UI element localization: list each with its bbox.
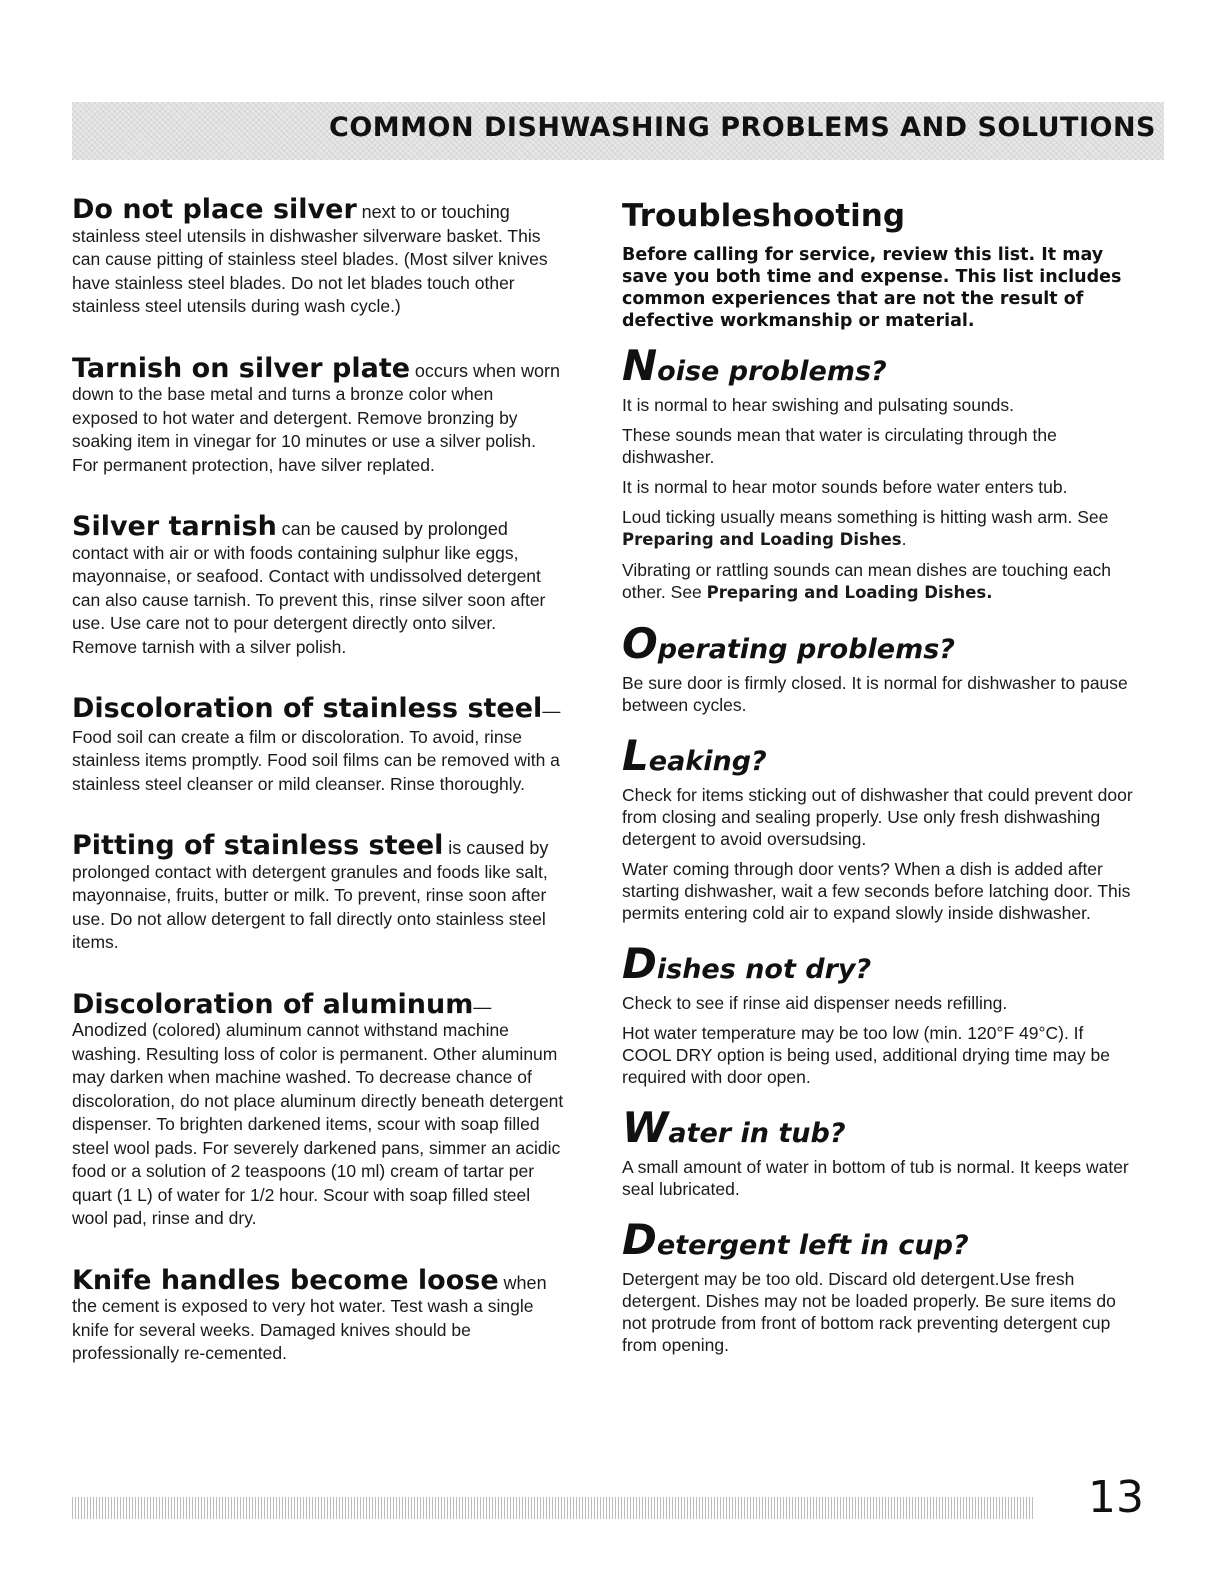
paragraph: It is normal to hear motor sounds before water enters tub. (622, 477, 1068, 497)
topic-text: Food soil can create a film or discoloration. To avoid, rinse stainless items promptly. Food soil films can be removed with a stainless steel cleanser or mild cleanser. Rinse thoroughly. (72, 726, 560, 794)
footer-bar (72, 1497, 1034, 1519)
heading-rest: oise problems? (657, 356, 887, 387)
topic-item (72, 1264, 564, 1366)
topic-heading: Discoloration of aluminum (72, 988, 474, 1020)
section-heading (622, 731, 1134, 780)
topic-lead: when the (72, 1272, 547, 1316)
topic-item (72, 352, 564, 478)
section-detergent-left (622, 1215, 1134, 1356)
heading-rest: perating problems? (657, 634, 955, 665)
heading-initial: W (622, 1103, 669, 1152)
topic-text: contact with air or with foods containing sulphur like eggs, mayonnaise, or seafood. Contact with undissolved detergent can also cause tarnish. To prevent this, rinse silver soon after use. Use care not to pour detergent directly onto silver. Remove tarnish with a silver polish. (72, 542, 546, 657)
section-operating (622, 619, 1134, 716)
section-heading (622, 1103, 1134, 1152)
paragraph-text: Loud ticking usually means something is hitting wash arm. See (622, 507, 1109, 527)
paragraph (622, 559, 1134, 604)
paragraph: Check to see if rinse aid dispenser needs refilling. (622, 993, 1008, 1013)
topic-lead: is caused by (448, 838, 549, 858)
troubleshooting-title: Troubleshooting (622, 198, 906, 234)
heading-rest: ater in tub? (668, 1118, 846, 1149)
section-heading (622, 619, 1134, 668)
section-heading (622, 341, 1134, 390)
heading-initial: D (622, 939, 657, 988)
paragraph: A small amount of water in bottom of tub is normal. It keeps water seal lubricated. (622, 1157, 1129, 1199)
topic-heading: Knife handles become loose (72, 1264, 499, 1296)
topic-item (72, 988, 564, 1231)
right-column (622, 198, 1134, 1378)
topic-item (72, 511, 564, 659)
topic-text: prolonged contact with detergent granules and foods like salt, mayonnaise, fruits, butter or milk. To prevent, rinse soon after use. Do not allow detergent to fall directly onto stainless steel items. (72, 861, 548, 952)
topic-lead: can be caused by prolonged (281, 519, 508, 539)
topic-lead: —Anodized (72, 996, 492, 1040)
cross-reference: Preparing and Loading Dishes. (706, 583, 993, 602)
paragraph: It is normal to hear swishing and pulsating sounds. (622, 395, 1015, 415)
heading-rest: eaking? (648, 746, 767, 777)
topic-item (72, 194, 564, 319)
section-water-in-tub (622, 1103, 1134, 1200)
header-banner (72, 102, 1164, 160)
section-heading (622, 939, 1134, 988)
section-dishes-not-dry (622, 939, 1134, 1088)
topic-text: cement is exposed to very hot water. Test wash a single knife for several weeks. Damaged knives should be professionally re-cemented. (72, 1296, 534, 1363)
paragraph (622, 506, 1134, 551)
page-number: 13 (1088, 1472, 1144, 1523)
paragraph: Water coming through door vents? When a dish is added after starting dishwasher, wait a few seconds before latching door. This permits entering cold air to expand slowly inside dishwasher. (622, 859, 1131, 923)
heading-initial: O (622, 619, 658, 668)
topic-heading: Silver tarnish (72, 511, 277, 542)
paragraph: Check for items sticking out of dishwasher that could prevent door from closing and sealing properly. Use only fresh dishwashing detergent to avoid oversudsing. (622, 785, 1133, 849)
left-column (72, 194, 564, 1404)
topic-lead: — (542, 701, 561, 721)
paragraph: Detergent may be too old. Discard old detergent.Use fresh detergent. Dishes may not be loaded properly. Be sure items do not protrude from front of bottom rack preventing detergent cup from opening. (622, 1269, 1116, 1355)
section-leaking (622, 731, 1134, 924)
topic-heading: Discoloration of stainless steel (72, 693, 543, 724)
section-heading (622, 1215, 1134, 1264)
topic-heading: Pitting of stainless steel (72, 830, 444, 861)
topic-lead: next to or touching (361, 202, 510, 222)
paragraph: Be sure door is firmly closed. It is normal for dishwasher to pause between cycles. (622, 673, 1128, 715)
topic-item (72, 693, 564, 796)
heading-initial: L (622, 731, 649, 780)
heading-initial: D (622, 1215, 657, 1264)
paragraph-text-after: . (901, 529, 907, 549)
section-noise (622, 341, 1134, 604)
topic-lead: occurs when worn (414, 360, 560, 381)
paragraph: These sounds mean that water is circulating through the dishwasher. (622, 425, 1057, 467)
topic-heading: Do not place silver (72, 194, 357, 225)
topic-heading: Tarnish on silver plate (72, 352, 411, 384)
topic-text: (colored) aluminum cannot withstand machine washing. Resulting loss of color is permanent. Other aluminum may darken when machine washed. To decrease chance of discoloration, do not place aluminum directly beneath detergent dispenser. To brighten darkened items, scour with soap filled steel wool pads. For severely darkened pans, simmer an acidic food or a solution of 2 teaspoons (10 ml) cream of tartar per quart (1 L) of water for 1/2 hour. Scour with soap filled steel wool pad, rinse and dry. (72, 1020, 564, 1228)
topic-item (72, 830, 564, 955)
page-title: COMMON DISHWASHING PROBLEMS AND SOLUTIONS (329, 112, 1156, 143)
topic-text: stainless steel utensils in dishwasher silverware basket. This can cause pitting of stainless steel blades. (Most silver knives have stainless steel blades. Do not let blades touch other stainless steel utensils during wash cycle.) (72, 225, 548, 316)
heading-rest: ishes not dry? (656, 954, 872, 985)
troubleshooting-intro: Before calling for service, review this list. It may save you both time and expense. This list includes common experiences that are not the result of defective workmanship or material. (622, 245, 1122, 331)
heading-initial: N (622, 341, 658, 390)
heading-rest: etergent left in cup? (656, 1230, 969, 1261)
topic-text: down to the base metal and turns a bronze color when exposed to hot water and detergent. Remove bronzing by soaking item in vinegar for 10 minutes or use a silver polish. For permanent protection, have silver replated. (72, 384, 536, 475)
cross-reference: Preparing and Loading Dishes (622, 530, 902, 549)
paragraph: Hot water temperature may be too low (min. 120°F 49°C). If COOL DRY option is being used, additional drying time may be required with door open. (622, 1023, 1111, 1087)
paragraph-text: Vibrating or rattling sounds can mean dishes are touching each other. See (622, 560, 1112, 602)
